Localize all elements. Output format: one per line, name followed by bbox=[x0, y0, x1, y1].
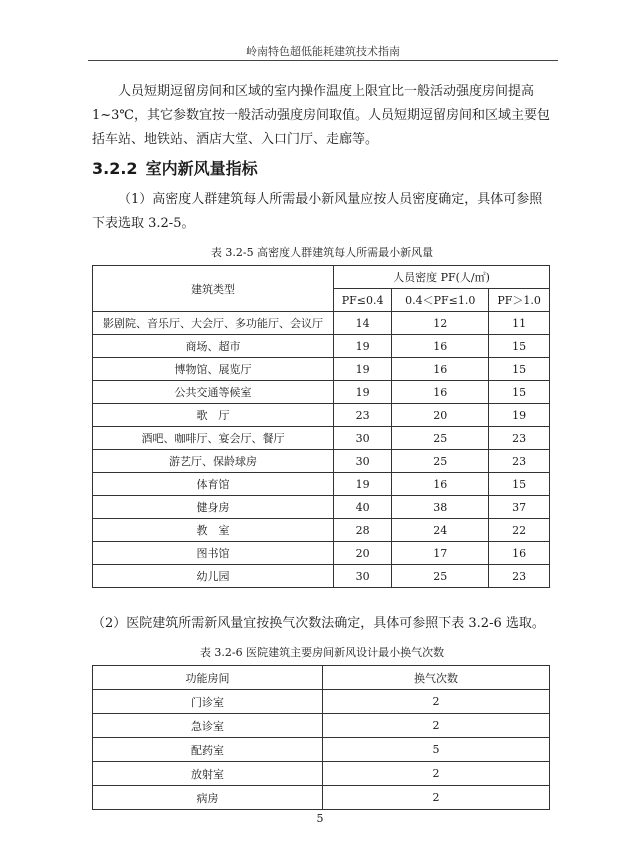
table-row bbox=[93, 542, 550, 565]
value-cell: 30 bbox=[334, 427, 392, 450]
table-row bbox=[93, 786, 550, 810]
value-cell: 19 bbox=[334, 358, 392, 381]
building-type-cell: 影剧院、音乐厅、大会厅、多功能厅、会议厅 bbox=[93, 312, 334, 335]
building-type-cell: 酒吧、咖啡厅、宴会厅、餐厅 bbox=[93, 427, 334, 450]
value-cell: 16 bbox=[392, 335, 489, 358]
table-row bbox=[93, 427, 550, 450]
value-cell: 25 bbox=[392, 565, 489, 588]
header-rule bbox=[88, 60, 558, 61]
building-type-cell: 图书馆 bbox=[93, 542, 334, 565]
table-row bbox=[93, 714, 550, 738]
value-cell: 28 bbox=[334, 519, 392, 542]
building-type-cell: 公共交通等候室 bbox=[93, 381, 334, 404]
value-cell: 19 bbox=[334, 335, 392, 358]
section-number: 3.2.2 bbox=[92, 159, 138, 178]
col-air-changes: 换气次数 bbox=[323, 666, 550, 690]
value-cell: 22 bbox=[489, 519, 550, 542]
building-type-cell: 体育馆 bbox=[93, 473, 334, 496]
value-cell: 30 bbox=[334, 450, 392, 473]
table-row bbox=[93, 381, 550, 404]
value-cell: 25 bbox=[392, 450, 489, 473]
col-density-group: 人员密度 PF(人/㎡) bbox=[334, 266, 550, 289]
building-type-cell: 商场、超市 bbox=[93, 335, 334, 358]
value-cell: 12 bbox=[392, 312, 489, 335]
table-row bbox=[93, 450, 550, 473]
building-type-cell: 博物馆、展览厅 bbox=[93, 358, 334, 381]
value-cell: 15 bbox=[489, 335, 550, 358]
value-cell: 37 bbox=[489, 496, 550, 519]
value-cell: 20 bbox=[334, 542, 392, 565]
value-cell: 24 bbox=[392, 519, 489, 542]
value-cell: 17 bbox=[392, 542, 489, 565]
table-row bbox=[93, 738, 550, 762]
value-cell: 30 bbox=[334, 565, 392, 588]
air-change-table bbox=[92, 665, 550, 810]
value-cell: 20 bbox=[392, 404, 489, 427]
page-number: 5 bbox=[316, 812, 324, 825]
value-cell: 19 bbox=[334, 381, 392, 404]
value-cell: 15 bbox=[489, 381, 550, 404]
building-type-cell: 游艺厅、保龄球房 bbox=[93, 450, 334, 473]
running-header: 岭南特色超低能耗建筑技术指南 bbox=[246, 45, 400, 58]
section-heading bbox=[92, 156, 258, 179]
room-cell: 放射室 bbox=[93, 762, 323, 786]
air-change-cell: 2 bbox=[323, 690, 550, 714]
table-row bbox=[93, 312, 550, 335]
value-cell: 19 bbox=[334, 473, 392, 496]
value-cell: 25 bbox=[392, 427, 489, 450]
air-change-cell: 2 bbox=[323, 714, 550, 738]
fresh-air-table-body bbox=[93, 312, 550, 588]
table-row bbox=[93, 335, 550, 358]
fresh-air-table bbox=[92, 265, 550, 588]
col-room: 功能房间 bbox=[93, 666, 323, 690]
value-cell: 23 bbox=[489, 565, 550, 588]
room-cell: 急诊室 bbox=[93, 714, 323, 738]
building-type-cell: 教 室 bbox=[93, 519, 334, 542]
table-row bbox=[93, 473, 550, 496]
value-cell: 23 bbox=[489, 427, 550, 450]
room-cell: 配药室 bbox=[93, 738, 323, 762]
value-cell: 16 bbox=[392, 473, 489, 496]
value-cell: 40 bbox=[334, 496, 392, 519]
building-type-cell: 歌 厅 bbox=[93, 404, 334, 427]
table-row bbox=[93, 358, 550, 381]
air-change-cell: 2 bbox=[323, 786, 550, 810]
air-change-table-body bbox=[93, 690, 550, 810]
subcol-high: PF＞1.0 bbox=[489, 289, 550, 312]
value-cell: 16 bbox=[392, 358, 489, 381]
air-change-cell: 2 bbox=[323, 762, 550, 786]
intro-paragraph: 人员短期逗留房间和区域的室内操作温度上限宜比一般活动强度房间提高1~3℃，其它参数宜按一般活动强度房间取值。人员短期逗留房间和区域主要包括车站、地铁站、酒店大堂、入口门厅、走廊等。 bbox=[92, 84, 550, 147]
air-change-cell: 5 bbox=[323, 738, 550, 762]
table-row bbox=[93, 404, 550, 427]
room-cell: 门诊室 bbox=[93, 690, 323, 714]
table-row bbox=[93, 519, 550, 542]
value-cell: 16 bbox=[392, 381, 489, 404]
table-row bbox=[93, 496, 550, 519]
section-title: 室内新风量指标 bbox=[145, 159, 258, 178]
value-cell: 15 bbox=[489, 473, 550, 496]
col-building-type: 建筑类型 bbox=[93, 266, 334, 312]
value-cell: 11 bbox=[489, 312, 550, 335]
value-cell: 16 bbox=[489, 542, 550, 565]
table-row bbox=[93, 762, 550, 786]
building-type-cell: 健身房 bbox=[93, 496, 334, 519]
paragraph-1: （1）高密度人群建筑每人所需最小新风量应按人员密度确定，具体可参照下表选取 3.2-5。 bbox=[92, 192, 543, 231]
room-cell: 病房 bbox=[93, 786, 323, 810]
value-cell: 14 bbox=[334, 312, 392, 335]
value-cell: 19 bbox=[489, 404, 550, 427]
value-cell: 23 bbox=[489, 450, 550, 473]
table-1-caption: 表 3.2-5 高密度人群建筑每人所需最小新风量 bbox=[210, 246, 434, 259]
value-cell: 23 bbox=[334, 404, 392, 427]
table-row bbox=[93, 690, 550, 714]
paragraph-2: （2）医院建筑所需新风量宜按换气次数法确定，具体可参照下表 3.2-6 选取。 bbox=[92, 616, 545, 631]
value-cell: 38 bbox=[392, 496, 489, 519]
building-type-cell: 幼儿园 bbox=[93, 565, 334, 588]
table-row bbox=[93, 565, 550, 588]
table-2-caption: 表 3.2-6 医院建筑主要房间新风设计最小换气次数 bbox=[199, 646, 445, 659]
subcol-low: PF≤0.4 bbox=[334, 289, 392, 312]
value-cell: 15 bbox=[489, 358, 550, 381]
subcol-mid: 0.4＜PF≤1.0 bbox=[392, 289, 489, 312]
